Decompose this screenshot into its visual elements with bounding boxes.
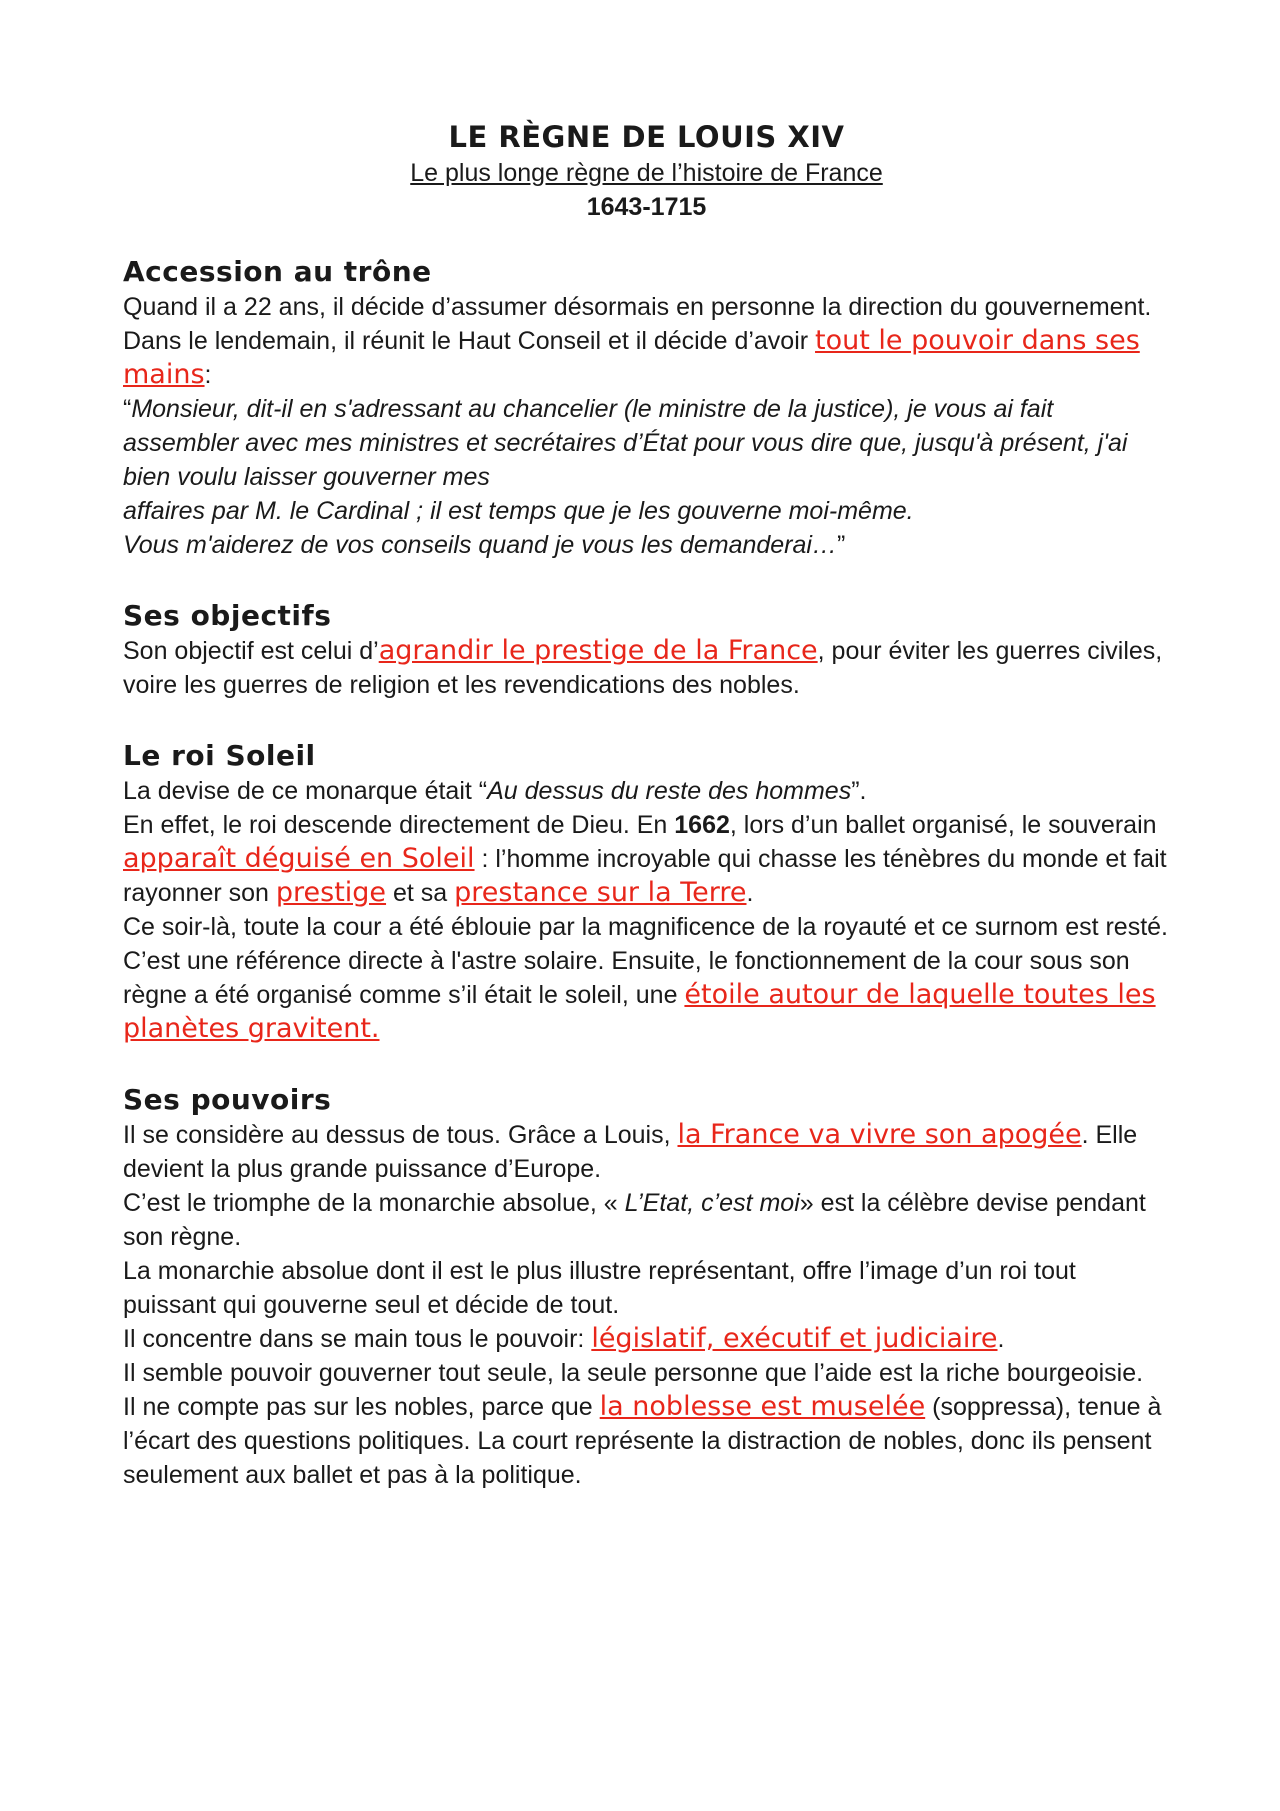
- section-objectifs: [123, 598, 1170, 702]
- text: ”.: [851, 777, 867, 805]
- paragraph: [123, 944, 1170, 1046]
- text: (soppressa), tenue à l’écart des questions politiques. La court représente la distraction de nobles, donc ils pensent seulement aux ballet et pas à la politique.: [123, 1393, 1162, 1489]
- text: La devise de ce monarque était “: [123, 777, 488, 805]
- highlight-text: la noblesse est muselée: [599, 1391, 926, 1422]
- text: Il se considère au dessus de tous. Grâce a Louis,: [123, 1121, 678, 1149]
- section-heading: Ses pouvoirs: [123, 1083, 332, 1116]
- text: .: [997, 1325, 1005, 1353]
- italic-text: Au dessus du reste des hommes: [487, 777, 852, 805]
- paragraph: [123, 1118, 1170, 1186]
- text: “: [123, 395, 132, 423]
- text: C’est une référence directe à l'astre solaire. Ensuite, le fonctionnement de la cour sous son règne a été organisé comme s’il était le soleil, une: [123, 947, 1130, 1009]
- paragraph: Ce soir-là, toute la cour a été éblouie par la magnificence de la royauté et ce surnom est resté.: [123, 913, 1169, 941]
- section-heading: Le roi Soleil: [123, 739, 316, 772]
- text: Son objectif est celui d’: [123, 637, 379, 665]
- page-subtitle: Le plus longe règne de l’histoire de France: [410, 159, 883, 187]
- highlight-text: étoile autour de laquelle toutes les planètes gravitent.: [123, 979, 1156, 1044]
- highlight-text: apparaît déguisé en Soleil: [123, 843, 475, 874]
- highlight-text: législatif, exécutif et judiciaire: [591, 1323, 998, 1354]
- text: , pour éviter les guerres civiles, voire les guerres de religion et les revendications des nobles.: [123, 637, 1163, 699]
- text: :: [204, 361, 212, 389]
- highlight-text: tout le pouvoir dans ses mains: [123, 325, 1140, 390]
- text: Dans le lendemain, il réunit le Haut Conseil et il décide d’avoir: [123, 327, 816, 355]
- paragraph: [123, 1390, 1170, 1492]
- text: » est la célèbre devise pendant son règne.: [123, 1189, 1146, 1251]
- section-accession: [123, 254, 1170, 562]
- quote-line: affaires par M. le Cardinal ; il est temps que je les gouverne moi-même.: [123, 497, 914, 525]
- text: , lors d’un ballet organisé, le souverain: [729, 811, 1157, 839]
- text: ”: [836, 531, 846, 559]
- highlight-text: la France va vivre son apogée: [677, 1119, 1082, 1150]
- paragraph: [123, 774, 1170, 808]
- quote-text: Vous m'aiderez de vos conseils quand je vous les demanderai…: [123, 531, 837, 559]
- text: En effet, le roi descende directement de Dieu. En: [123, 811, 675, 839]
- paragraph: La monarchie absolue dont il est le plus illustre représentant, offre l’image d’un roi tout puissant qui gouverne seul et décide de tout.: [123, 1257, 1076, 1319]
- quote-text: Monsieur, dit-il en s'adressant au chancelier (le ministre de la justice), je vous ai fait assembler avec mes ministres et secrétaires d’État pour vous dire que, jusqu'à présent, j'ai bien voulu laisser gouverner mes: [123, 395, 1128, 491]
- section-heading: Ses objectifs: [123, 599, 332, 632]
- paragraph: [123, 324, 1170, 392]
- text: et sa: [386, 879, 455, 907]
- bold-year: 1662: [674, 811, 730, 839]
- text: C’est le triomphe de la monarchie absolue, «: [123, 1189, 625, 1217]
- paragraph: [123, 1186, 1170, 1254]
- section-heading: Accession au trône: [123, 255, 432, 288]
- text: . Elle devient la plus grande puissance d’Europe.: [123, 1121, 1138, 1183]
- paragraph: [123, 808, 1170, 910]
- highlight-text: prestance sur la Terre: [454, 877, 747, 908]
- paragraph: [123, 634, 1170, 702]
- text: : l’homme incroyable qui chasse les ténèbres du monde et fait rayonner son: [123, 845, 1167, 907]
- quote-line: [123, 528, 1170, 562]
- reign-dates: 1643-1715: [586, 193, 707, 221]
- text: Il ne compte pas sur les nobles, parce que: [123, 1393, 600, 1421]
- italic-text: L’Etat, c’est moi: [624, 1189, 800, 1217]
- text: Il concentre dans se main tous le pouvoir:: [123, 1325, 592, 1353]
- text: .: [746, 879, 754, 907]
- highlight-text: prestige: [275, 877, 387, 908]
- quote-line: [123, 392, 1170, 494]
- section-pouvoirs: [123, 1082, 1170, 1492]
- section-soleil: [123, 738, 1170, 1046]
- highlight-text: agrandir le prestige de la France: [378, 635, 818, 666]
- paragraph: Quand il a 22 ans, il décide d’assumer désormais en personne la direction du gouvernement.: [123, 293, 1152, 321]
- page-title: LE RÈGNE DE LOUIS XIV: [448, 120, 845, 154]
- paragraph: Il semble pouvoir gouverner tout seule, la seule personne que l’aide est la riche bourgeoisie.: [123, 1359, 1144, 1387]
- paragraph: [123, 1322, 1170, 1356]
